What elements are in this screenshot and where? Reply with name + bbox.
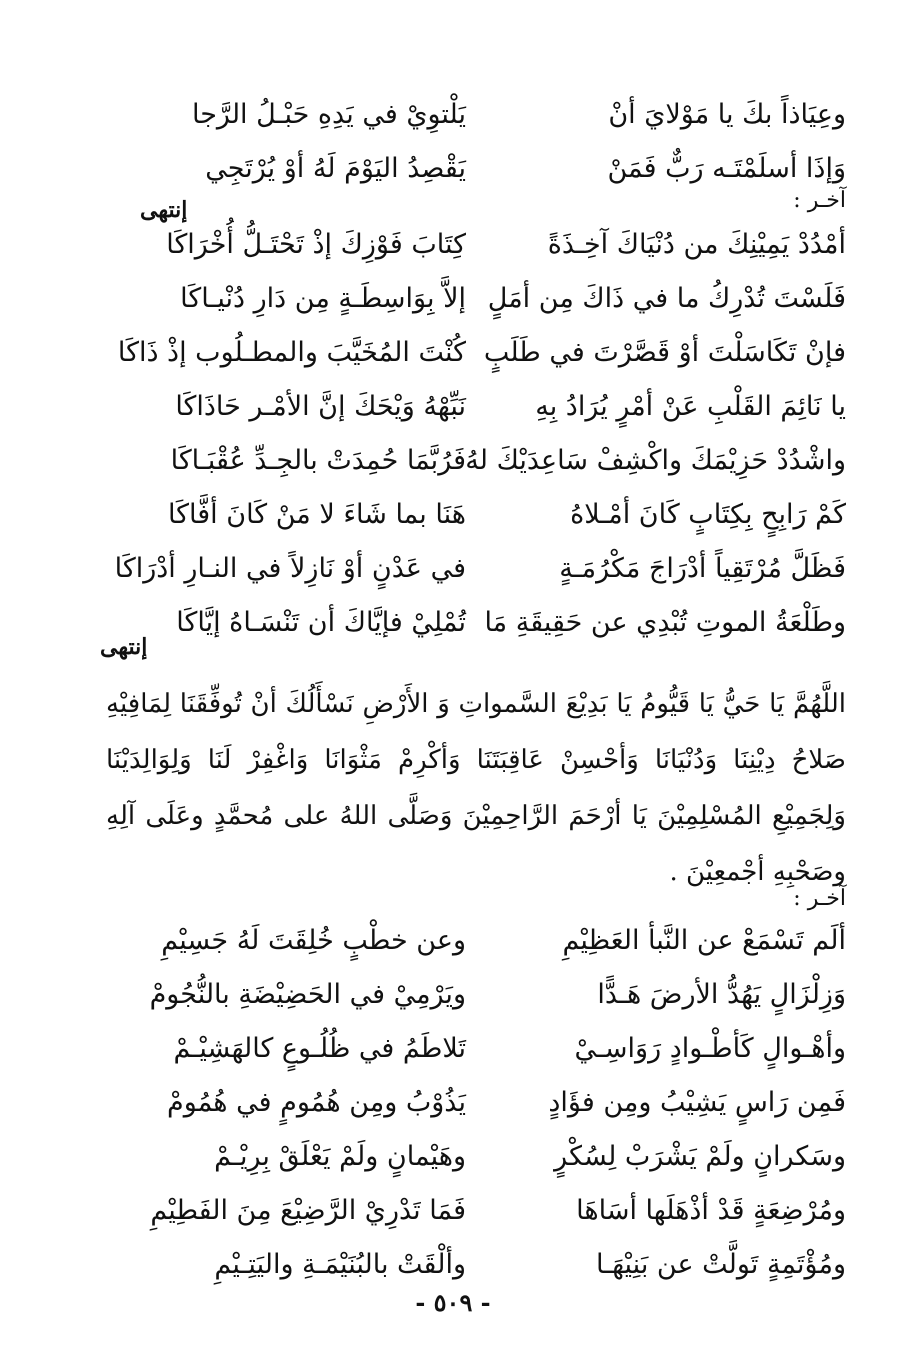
verse-second-hemistich: فَمَا تَدْرِيْ الرَّضِيْعَ مِنَ الفَطِيْمِ bbox=[150, 1195, 466, 1226]
verse-first-hemistich: فَظَلَّ مُرْتَقِياً أدْرَاجَ مَكْرُمَـةٍ bbox=[559, 553, 846, 584]
verse-second-hemistich: فَرُبَّمَا حُمِدَتْ بالجِـدِّ عُقْبَـاكَا bbox=[170, 445, 466, 476]
verse-second-hemistich: وعن خطْبٍ خُلِقَتَ لَهُ جَسِيْمِ bbox=[161, 925, 466, 956]
verse-second-hemistich: في عَدْنٍ أوْ نَازِلاً في النـارِ أدْرَاكَا bbox=[114, 553, 466, 584]
verse-first-hemistich: وَزِلْزَالٍ يَهُدُّ الأرضَ هَـدًّا bbox=[597, 979, 846, 1010]
verse-second-hemistich: يَقْصِدُ اليَوْمَ لَهُ أوْ يُرْتَجِي bbox=[205, 153, 466, 184]
verse-second-hemistich: تَلاطَمُ في ظُلُـوعٍ كالهَشِيْـمْ bbox=[173, 1033, 466, 1064]
verse-second-hemistich: تُمْلِيْ فإيَّاكَ أن تَنْسَـاهُ إيَّاكَا bbox=[176, 607, 466, 638]
end-label: إنتهى bbox=[100, 634, 148, 660]
verse-line bbox=[116, 1238, 846, 1292]
verse-first-hemistich: يا نَائِمَ القَلْبِ عَنْ أمْرٍ يُرَادُ بِهِ bbox=[535, 391, 846, 422]
verse-first-hemistich: ومُرْضِعَةٍ قَدْ أذْهَلَها أسَاهَا bbox=[576, 1195, 846, 1226]
verse-first-hemistich: فَلَسْتَ تُدْرِكُ ما في ذَاكَ مِن أمَلٍ bbox=[487, 283, 846, 314]
verse-line bbox=[116, 1022, 846, 1076]
verse-second-hemistich: هَنَا بما شَاءَ لا مَنْ كَانَ أفَّاكَا bbox=[167, 499, 466, 530]
verse-second-hemistich: كُنْتَ المُخَيَّبَ والمطـلُوب إذْ ذَاكَا bbox=[117, 337, 466, 368]
verse-first-hemistich: وَإذَا أسلَمْتَـه رَبٌّ فَمَنْ bbox=[607, 153, 846, 184]
verse-first-hemistich: فَمِن رَاسٍ يَشِيْبُ ومِن فؤَادٍ bbox=[548, 1087, 846, 1118]
verse-line bbox=[116, 380, 846, 434]
verse-first-hemistich: وعِيَاذاً بكَ يا مَوْلايَ أنْ bbox=[608, 99, 846, 130]
verse-first-hemistich: كَمْ رَابِحٍ بِكِتَابٍ كَانَ أمْـلاهُ bbox=[570, 499, 846, 530]
prayer-paragraph bbox=[106, 676, 846, 900]
verse-second-hemistich: نَبِّهْهُ وَيْحَكَ إنَّ الأمْـر حَاذَاكَا bbox=[175, 391, 466, 422]
verse-line bbox=[116, 968, 846, 1022]
verse-first-hemistich: فإنْ تَكَاسَلْتَ أوْ قَصَّرْتَ في طَلَبٍ bbox=[483, 337, 846, 368]
verse-line bbox=[116, 88, 846, 142]
verse-second-hemistich: يَلْتوِيْ في يَدِهِ حَبْـلُ الرَّجا bbox=[192, 99, 466, 130]
verse-line bbox=[116, 1076, 846, 1130]
verse-first-hemistich: أمْدُدْ يَمِيْنِكَ من دُنْيَاكَ آخِـذَةً bbox=[547, 229, 846, 260]
prayer-text: اللَّهُمَّ يَا حَيُّ يَا قَيُّومُ يَا بَدِيْعَ السَّمواتِ وَ الأَرْضِ نَسْأَلُكَ أنْ تُوفِّقَنَا لِمَافِيْهِ صَلاحُ دِيْنِنَا وَدُنْيَانَا وَأحْسِنْ عَاقِبَتَنَا وَأكْرِمْ مَثْوَانَا وَاغْفِرْ لَنَا وَلِوَالِدَيْنَا وَلِجَمِيْعِ المُسْلِمِيْنَ يَا أرْحَمَ الرَّاحِمِيْنَ وَصَلَّى اللهُ على مُحمَّدٍ وعَلَى آلِهِ وصَحْبِهِ أجْمعِيْنَ . bbox=[106, 689, 846, 887]
verse-line bbox=[116, 142, 846, 196]
verse-second-hemistich: ويَرْمِيْ في الحَضِيْضَةِ بالنُّجُومْ bbox=[149, 979, 466, 1010]
verse-second-hemistich: وهَيْمانٍ ولَمْ يَعْلَقْ بِرِيْـمْ bbox=[214, 1141, 466, 1172]
page-number: - ٥٠٩ - bbox=[415, 1288, 491, 1317]
poem-section-1 bbox=[116, 88, 846, 196]
verse-second-hemistich: إلاَّ بِوَاسِطَـةٍ مِن دَارِ دُنْيـاكَا bbox=[180, 283, 466, 314]
verse-line bbox=[116, 542, 846, 596]
end-label: إنتهى bbox=[140, 197, 188, 223]
section-heading: آخـر : bbox=[793, 188, 846, 213]
poem-section-2 bbox=[116, 218, 846, 650]
verse-first-hemistich: ألَم تَسْمَعْ عن النَّبأ العَظِيْمِ bbox=[562, 925, 846, 956]
verse-first-hemistich: وطَلْعَةُ الموتِ تُبْدِي عن حَقِيقَةِ مَا bbox=[484, 607, 846, 638]
verse-first-hemistich: وسَكرانٍ ولَمْ يَشْرَبْ لِسُكْرٍ bbox=[554, 1141, 846, 1172]
verse-first-hemistich: واشْدُدْ حَزِيْمَكَ واكْشِفْ سَاعِدَيْكَ لهُ bbox=[465, 445, 846, 476]
verse-second-hemistich: يَذُوْبُ ومِن هُمُومٍ في هُمُومْ bbox=[167, 1087, 466, 1118]
section-heading: آخـر : bbox=[793, 886, 846, 911]
verse-line bbox=[116, 272, 846, 326]
verse-first-hemistich: ومُؤْتَمِةٍ تَولَّتْ عن بَنِيْهَـا bbox=[595, 1249, 846, 1280]
verse-first-hemistich: وأهْـوالٍ كَأطْـوادٍ رَوَاسِـيْ bbox=[574, 1033, 846, 1064]
poem-section-3 bbox=[116, 914, 846, 1292]
verse-line bbox=[116, 434, 846, 488]
verse-line bbox=[116, 326, 846, 380]
verse-line bbox=[116, 914, 846, 968]
verse-line bbox=[116, 488, 846, 542]
verse-line bbox=[116, 218, 846, 272]
verse-line bbox=[116, 596, 846, 650]
verse-line bbox=[116, 1130, 846, 1184]
verse-second-hemistich: كِتَابَ فَوْزِكَ إذْ تَحْتَـلُّ أُخْرَاكَا bbox=[166, 229, 466, 260]
verse-second-hemistich: وألْقَتْ بالبُنَيْمَـةِ واليَتِـيْمِ bbox=[214, 1249, 466, 1280]
verse-line bbox=[116, 1184, 846, 1238]
